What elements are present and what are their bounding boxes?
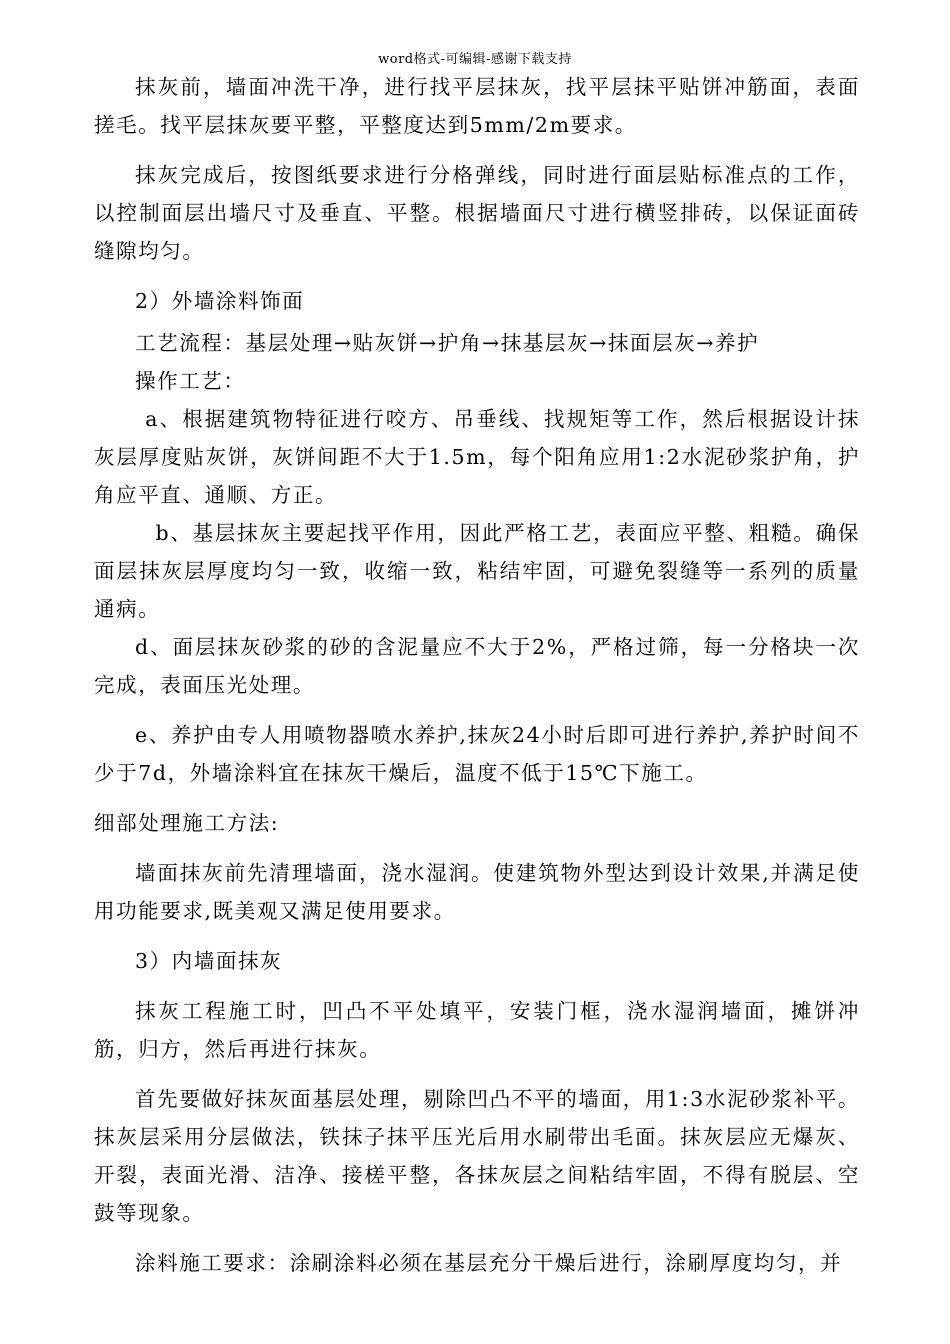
paragraph-wall-cleaning: 墙面抹灰前先清理墙面，浇水湿润。使建筑物外型达到设计效果,并满足使用功能要求,既美观又满足使用要求。 (94, 861, 860, 923)
paragraph-base-treatment: 首先要做好抹灰面基层处理，剔除凹凸不平的墙面，用1:3水泥砂浆补平。抹灰层采用分层做法，铁抹子抹平压光后用水刷带出毛面。抹灰层应无爆灰、开裂，表面光滑、洁净、接槎平整，各抹灰层之间粘结牢固，不得有脱层、空鼓等现象。 (94, 1087, 860, 1225)
section-heading-detail-methods: 细部处理施工方法: (94, 811, 280, 835)
section-heading-interior-plaster: 3）内墙面抹灰 (135, 949, 283, 973)
section-heading-exterior-coating: 2）外墙涂料饰面 (135, 289, 305, 313)
paragraph-grid-lines: 抹灰完成后，按图纸要求进行分格弹线，同时进行面层贴标准点的工作，以控制面层出墙尺寸及垂直、平整。根据墙面尺寸进行横竖排砖，以保证面砖缝隙均匀。 (94, 163, 860, 263)
list-item-d: d、面层抹灰砂浆的砂的含泥量应不大于2%，严格过筛，每一分格块一次完成，表面压光处理。 (94, 635, 860, 697)
paragraph-plaster-prep: 抹灰前，墙面冲洗干净，进行找平层抹灰，找平层抹平贴饼冲筋面，表面搓毛。找平层抹灰要平整，平整度达到5mm/2m要求。 (94, 75, 860, 137)
paragraph-coating-requirements: 涂料施工要求：涂刷涂料必须在基层充分干燥后进行，涂刷厚度均匀，并 (135, 1251, 843, 1275)
list-item-a: a、根据建筑物特征进行咬方、吊垂线、找规矩等工作，然后根据设计抹灰层厚度贴灰饼，灰饼间距不大于1.5m，每个阳角应用1:2水泥砂浆护角，护角应平直、通顺、方正。 (94, 407, 860, 507)
page-header: word格式-可编辑-感谢下载支持 (378, 52, 572, 67)
paragraph-process-flow: 工艺流程：基层处理→贴灰饼→护角→抹基层灰→抹面层灰→养护 (135, 331, 760, 355)
list-item-b: b、基层抹灰主要起找平作用，因此严格工艺，表面应平整、粗糙。确保面层抹灰层厚度均匀一致，收缩一致，粘结牢固，可避免裂缝等一系列的质量通病。 (94, 521, 860, 621)
list-item-e: e、养护由专人用喷物器喷水养护,抹灰24小时后即可进行养护,养护时间不少于7d，外墙涂料宜在抹灰干燥后，温度不低于15℃下施工。 (94, 723, 860, 785)
paragraph-plaster-construction: 抹灰工程施工时，凹凸不平处填平，安装门框，浇水湿润墙面，摊饼冲筋，归方，然后再进行抹灰。 (94, 999, 860, 1061)
paragraph-operation-label: 操作工艺： (135, 369, 246, 393)
document-body (94, 68, 860, 1282)
